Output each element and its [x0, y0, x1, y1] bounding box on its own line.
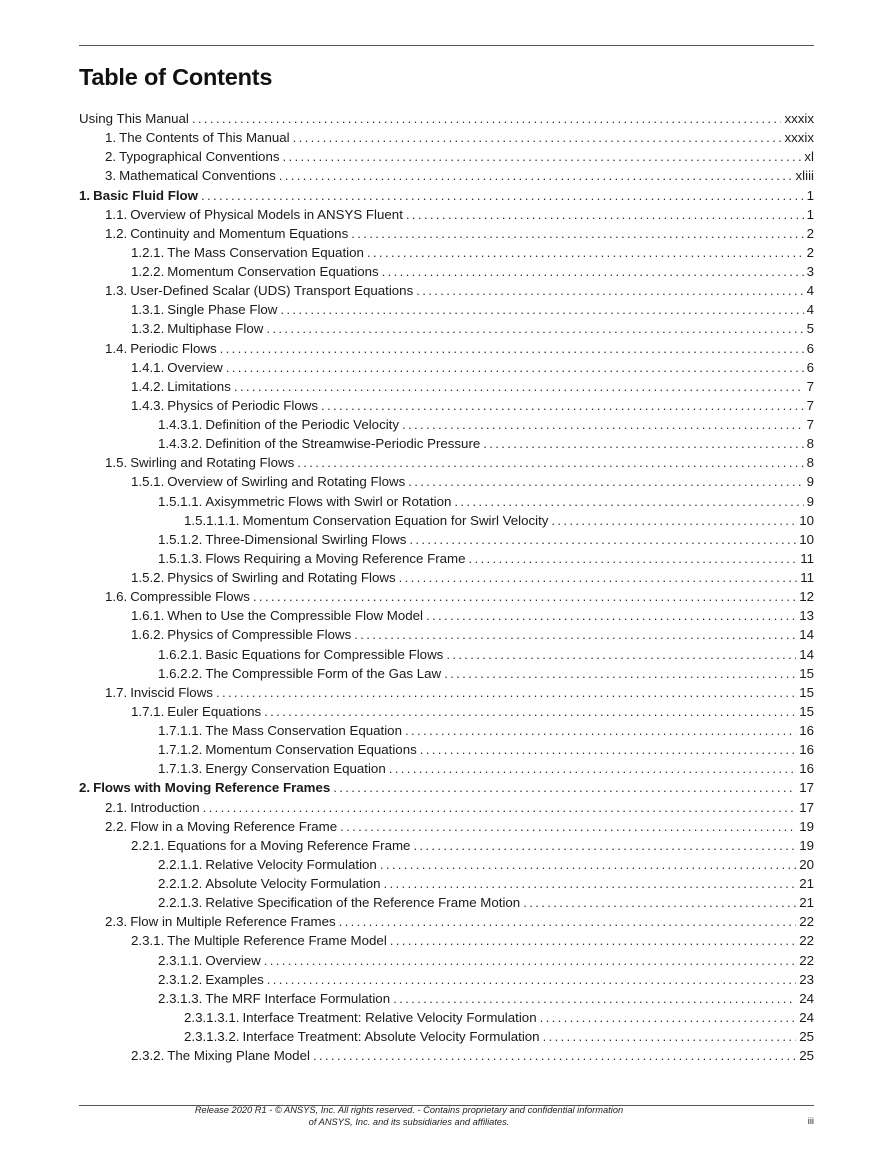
toc-entry-number: 2.2.1.3.	[158, 895, 203, 911]
toc-entry-title[interactable]: Limitations	[167, 378, 231, 394]
dot-leader	[267, 970, 796, 989]
dot-leader	[351, 224, 803, 243]
toc-entry-title[interactable]: The Mass Conservation Equation	[205, 723, 402, 738]
toc-entry[interactable]	[79, 396, 814, 415]
dot-leader	[367, 243, 804, 262]
toc-entry-page[interactable]: 16	[799, 723, 814, 738]
toc-entry-title[interactable]: Momentum Conservation Equation for Swirl Velocity	[242, 512, 549, 528]
toc-entry-page[interactable]: 3	[806, 264, 814, 279]
toc-entry-page[interactable]: 19	[799, 837, 814, 853]
dot-leader	[354, 625, 796, 644]
toc-entry[interactable]	[79, 893, 814, 912]
toc-entry-page[interactable]: 16	[799, 761, 814, 777]
toc-entry-page[interactable]: 9	[806, 474, 814, 490]
toc-entry[interactable]	[79, 645, 814, 664]
toc-entry-page[interactable]: 2	[806, 225, 814, 241]
toc-entry-number: 1.3.1.	[131, 302, 165, 318]
toc-entry-title[interactable]: Momentum Conservation Equations	[167, 264, 379, 279]
toc-entry-page[interactable]: 6	[806, 340, 814, 356]
toc-entry-title[interactable]: Introduction	[130, 799, 200, 815]
toc-entry-title[interactable]: Multiphase Flow	[167, 321, 264, 337]
toc-entry[interactable]	[79, 664, 814, 683]
toc-entry-title[interactable]: Definition of the Streamwise-Periodic Pressure	[205, 436, 481, 452]
toc-entry-number: 2.3.1.	[131, 933, 165, 949]
toc-entry-number: 1.2.1.	[131, 244, 165, 260]
toc-entry-page[interactable]: 15	[799, 703, 814, 719]
toc-entry-title[interactable]: Interface Treatment: Absolute Velocity Formulation	[242, 1029, 540, 1044]
toc-entry-title[interactable]: The Multiple Reference Frame Model	[167, 933, 387, 949]
dot-leader	[399, 568, 798, 587]
toc-entry-title[interactable]: Single Phase Flow	[167, 302, 278, 318]
dot-leader	[280, 300, 803, 319]
dot-leader	[279, 166, 793, 185]
toc-entry-title[interactable]: The Mixing Plane Model	[167, 1048, 310, 1064]
dot-leader	[382, 262, 804, 281]
dot-leader	[444, 664, 796, 683]
toc-entry-page[interactable]: 19	[799, 818, 814, 834]
toc-entry[interactable]	[79, 128, 814, 147]
toc-entry[interactable]	[79, 530, 814, 549]
toc-entry-number: 1.5.2.	[131, 570, 165, 585]
toc-entry-page[interactable]: 10	[799, 531, 814, 547]
toc-entry[interactable]	[79, 319, 814, 338]
toc-entry-number: 1.2.	[105, 225, 128, 241]
toc-entry-number: 1.4.3.2.	[158, 436, 203, 452]
toc-entry-number: 1.6.2.2.	[158, 665, 203, 681]
dot-leader	[340, 817, 796, 836]
table-of-contents	[79, 109, 814, 1065]
toc-entry-page[interactable]: 16	[799, 742, 814, 758]
toc-entry-page[interactable]: xl	[804, 149, 814, 165]
toc-entry-page[interactable]: 7	[806, 397, 814, 413]
toc-entry-title[interactable]: The Contents of This Manual	[119, 130, 290, 146]
toc-entry-number: 1.4.	[105, 340, 128, 356]
dot-leader	[469, 549, 798, 568]
toc-entry[interactable]	[79, 912, 814, 931]
dot-leader	[321, 396, 804, 415]
dot-leader	[393, 989, 796, 1008]
toc-entry[interactable]	[79, 205, 814, 224]
toc-entry-number: 1.4.3.1.	[158, 417, 203, 432]
toc-entry-title[interactable]: Using This Manual	[79, 111, 189, 126]
toc-entry-page[interactable]: 24	[799, 990, 814, 1006]
toc-entry-number: 1.5.1.1.	[158, 493, 203, 509]
toc-entry-page[interactable]: 7	[806, 417, 814, 432]
toc-entry-page[interactable]: 10	[799, 512, 814, 528]
page-number: iii	[807, 1116, 814, 1126]
toc-entry-number: 1.5.1.1.1.	[184, 512, 240, 528]
toc-entry-page[interactable]: 17	[799, 799, 814, 815]
dot-leader	[413, 836, 796, 855]
dot-leader	[420, 740, 796, 759]
dot-leader	[293, 128, 782, 147]
toc-entry[interactable]	[79, 243, 814, 262]
toc-entry[interactable]	[79, 511, 814, 530]
dot-leader	[389, 759, 796, 778]
toc-entry-title[interactable]: Physics of Periodic Flows	[167, 397, 319, 413]
toc-entry-title[interactable]: Flows Requiring a Moving Reference Frame	[205, 550, 466, 566]
toc-entry[interactable]	[79, 434, 814, 453]
dot-leader	[220, 339, 804, 358]
footer-notice	[79, 1104, 739, 1128]
toc-entry-number: 1.6.	[105, 589, 128, 605]
toc-entry-number: 3.	[105, 168, 117, 184]
toc-entry-page[interactable]: 25	[799, 1048, 814, 1064]
toc-entry-page[interactable]: 4	[806, 283, 814, 299]
toc-entry-title[interactable]: Three-Dimensional Swirling Flows	[205, 531, 407, 547]
toc-entry-title[interactable]: Physics of Compressible Flows	[167, 627, 352, 643]
toc-entry-page[interactable]: 15	[799, 684, 814, 700]
toc-entry[interactable]	[79, 587, 814, 606]
toc-entry-number: 1.7.1.2.	[158, 742, 203, 758]
dot-leader	[234, 377, 804, 396]
toc-entry[interactable]	[79, 224, 814, 243]
toc-entry[interactable]	[79, 568, 814, 587]
toc-entry-page[interactable]: 5	[806, 321, 814, 337]
toc-entry-title[interactable]: Overview	[205, 952, 261, 968]
toc-entry-title[interactable]: Absolute Velocity Formulation	[205, 876, 381, 891]
toc-entry-number: 1.6.2.1.	[158, 646, 203, 662]
toc-entry[interactable]	[79, 262, 814, 281]
toc-entry-page[interactable]: 17	[799, 780, 814, 796]
toc-entry-number: 1.3.2.	[131, 321, 165, 337]
toc-entry-page[interactable]: 1	[806, 187, 814, 203]
toc-entry-number: 2.3.1.3.	[158, 990, 203, 1006]
page-title: Table of Contents	[79, 64, 273, 90]
toc-entry-number: 1.4.1.	[131, 359, 165, 375]
toc-entry-page[interactable]: 1	[806, 206, 814, 222]
toc-entry[interactable]	[79, 186, 814, 205]
toc-entry-page[interactable]: 24	[799, 1009, 814, 1025]
toc-entry-number: 2.3.1.3.1.	[184, 1009, 240, 1025]
toc-entry-page[interactable]: 7	[806, 378, 814, 394]
toc-entry-page[interactable]: 25	[799, 1029, 814, 1044]
dot-leader	[446, 645, 796, 664]
toc-entry[interactable]	[79, 549, 814, 568]
toc-entry[interactable]	[79, 109, 814, 128]
toc-entry-title[interactable]: Basic Fluid Flow	[93, 187, 199, 203]
toc-entry[interactable]	[79, 606, 814, 625]
toc-entry-title[interactable]: Flow in Multiple Reference Frames	[130, 914, 336, 930]
toc-entry-title[interactable]: Periodic Flows	[130, 340, 217, 356]
toc-entry-title[interactable]: User-Defined Scalar (UDS) Transport Equations	[130, 283, 414, 299]
toc-entry[interactable]	[79, 874, 814, 893]
toc-entry-number: 1.7.1.1.	[158, 723, 203, 738]
toc-entry[interactable]	[79, 798, 814, 817]
toc-entry-number: 1.4.3.	[131, 397, 165, 413]
dot-leader	[543, 1027, 797, 1046]
toc-entry-page[interactable]: 2	[806, 244, 814, 260]
dot-leader	[454, 492, 803, 511]
toc-entry[interactable]	[79, 377, 814, 396]
toc-entry-title[interactable]: Continuity and Momentum Equations	[130, 225, 349, 241]
toc-entry-title[interactable]: The Mass Conservation Equation	[167, 244, 364, 260]
dot-leader	[416, 281, 803, 300]
toc-entry-number: 2.1.	[105, 799, 128, 815]
toc-entry[interactable]	[79, 855, 814, 874]
toc-entry-number: 2.2.1.	[131, 837, 165, 853]
toc-entry-page[interactable]: xxxix	[784, 130, 814, 146]
dot-leader	[402, 415, 804, 434]
toc-entry-title[interactable]: Interface Treatment: Relative Velocity Formulation	[242, 1009, 537, 1025]
toc-entry-number: 2.3.1.2.	[158, 971, 203, 987]
dot-leader	[406, 205, 804, 224]
toc-entry-title[interactable]: Energy Conservation Equation	[205, 761, 386, 777]
dot-leader	[192, 109, 782, 128]
toc-entry-page[interactable]: 8	[806, 436, 814, 452]
toc-entry-title[interactable]: Overview of Swirling and Rotating Flows	[167, 474, 406, 490]
toc-entry[interactable]	[79, 415, 814, 434]
toc-entry[interactable]	[79, 625, 814, 644]
toc-entry-title[interactable]: Flow in a Moving Reference Frame	[130, 818, 338, 834]
dot-leader	[408, 472, 803, 491]
dot-leader	[384, 874, 797, 893]
toc-entry[interactable]	[79, 1008, 814, 1027]
toc-entry-title[interactable]: Momentum Conservation Equations	[205, 742, 417, 758]
dot-leader	[333, 778, 796, 797]
toc-entry[interactable]	[79, 339, 814, 358]
toc-entry-page[interactable]: 23	[799, 971, 814, 987]
toc-entry-page[interactable]: 11	[800, 550, 814, 566]
toc-entry-title[interactable]: Relative Specification of the Reference Frame Motion	[205, 895, 521, 911]
toc-entry-number: 1.7.1.3.	[158, 761, 203, 777]
toc-entry-number: 1.7.1.	[131, 703, 165, 719]
toc-entry[interactable]	[79, 721, 814, 740]
toc-entry-number: 2.3.1.1.	[158, 952, 203, 968]
toc-entry[interactable]	[79, 300, 814, 319]
toc-entry-title[interactable]: Overview	[167, 359, 223, 375]
toc-entry[interactable]	[79, 453, 814, 472]
toc-entry-title[interactable]: Basic Equations for Compressible Flows	[205, 646, 444, 662]
toc-entry-number: 1.6.2.	[131, 627, 165, 643]
dot-leader	[483, 434, 803, 453]
dot-leader	[264, 702, 796, 721]
toc-entry[interactable]	[79, 1046, 814, 1065]
toc-entry-title[interactable]: Inviscid Flows	[130, 684, 213, 700]
dot-leader	[551, 511, 796, 530]
toc-entry-page[interactable]: 9	[806, 493, 814, 509]
toc-entry-number: 2.3.1.3.2.	[184, 1029, 240, 1044]
toc-entry-title[interactable]: Physics of Swirling and Rotating Flows	[167, 570, 396, 585]
toc-entry-number: 1.7.	[105, 684, 128, 700]
toc-entry-number: 2.2.1.2.	[158, 876, 203, 891]
toc-entry-title[interactable]: When to Use the Compressible Flow Model	[167, 608, 423, 624]
toc-entry-title[interactable]: The Compressible Form of the Gas Law	[205, 665, 442, 681]
toc-entry-title[interactable]: Relative Velocity Formulation	[205, 856, 377, 872]
toc-entry-title[interactable]: The MRF Interface Formulation	[205, 990, 391, 1006]
toc-entry-page[interactable]: 21	[799, 876, 814, 891]
toc-entry-number: 1.6.1.	[131, 608, 165, 624]
dot-leader	[264, 951, 796, 970]
toc-entry[interactable]	[79, 759, 814, 778]
toc-entry-number: 2.2.1.1.	[158, 856, 203, 872]
toc-entry-page[interactable]: 4	[806, 302, 814, 318]
toc-entry-title[interactable]: Typographical Conventions	[119, 149, 280, 165]
toc-entry-number: 2.	[105, 149, 117, 165]
toc-entry-number: 2.3.2.	[131, 1048, 165, 1064]
toc-entry-page[interactable]: 22	[799, 952, 814, 968]
dot-leader	[216, 683, 796, 702]
dot-leader	[297, 453, 803, 472]
toc-entry-number: 2.2.	[105, 818, 128, 834]
toc-entry-page[interactable]: 6	[806, 359, 814, 375]
toc-entry-title[interactable]: Examples	[205, 971, 264, 987]
toc-entry-title[interactable]: Mathematical Conventions	[119, 168, 276, 184]
toc-entry-title[interactable]: Definition of the Periodic Velocity	[205, 417, 400, 432]
toc-entry[interactable]	[79, 989, 814, 1008]
dot-leader	[426, 606, 796, 625]
toc-entry[interactable]	[79, 683, 814, 702]
dot-leader	[226, 358, 804, 377]
toc-entry-title[interactable]: Equations for a Moving Reference Frame	[167, 837, 411, 853]
dot-leader	[523, 893, 796, 912]
toc-entry[interactable]	[79, 931, 814, 950]
toc-entry-number: 1.5.	[105, 455, 128, 471]
toc-entry[interactable]	[79, 358, 814, 377]
toc-entry-number: 1.2.2.	[131, 264, 165, 279]
toc-entry-page[interactable]: 11	[800, 570, 814, 585]
toc-entry[interactable]	[79, 147, 814, 166]
toc-entry-page[interactable]: 22	[799, 933, 814, 949]
toc-entry[interactable]	[79, 281, 814, 300]
dot-leader	[203, 798, 797, 817]
dot-leader	[283, 147, 802, 166]
toc-entry-number: 1.4.2.	[131, 378, 165, 394]
dot-leader	[313, 1046, 796, 1065]
toc-entry-page[interactable]: 12	[799, 589, 814, 605]
toc-entry[interactable]	[79, 740, 814, 759]
toc-entry-title[interactable]: Axisymmetric Flows with Swirl or Rotation	[205, 493, 452, 509]
dot-leader	[380, 855, 796, 874]
toc-entry-number: 1.1.	[105, 206, 128, 222]
toc-entry[interactable]	[79, 472, 814, 491]
toc-entry[interactable]	[79, 817, 814, 836]
toc-entry-page[interactable]: 20	[799, 856, 814, 872]
toc-entry-title[interactable]: Swirling and Rotating Flows	[130, 455, 295, 471]
toc-entry-page[interactable]: 14	[799, 646, 814, 662]
toc-entry-page[interactable]: 14	[799, 627, 814, 643]
toc-entry-number: 1.5.1.2.	[158, 531, 203, 547]
toc-entry[interactable]	[79, 970, 814, 989]
toc-entry[interactable]	[79, 492, 814, 511]
toc-entry-title[interactable]: Compressible Flows	[130, 589, 250, 605]
footer-line-affiliates: of ANSYS, Inc. and its subsidiaries and affiliates.	[308, 1117, 510, 1127]
toc-entry-page[interactable]: 15	[799, 665, 814, 681]
toc-entry-title[interactable]: Flows with Moving Reference Frames	[93, 780, 331, 796]
toc-entry[interactable]	[79, 166, 814, 185]
dot-leader	[339, 912, 797, 931]
toc-entry-page[interactable]: 8	[806, 455, 814, 471]
dot-leader	[409, 530, 796, 549]
toc-entry[interactable]	[79, 836, 814, 855]
dot-leader	[405, 721, 796, 740]
dot-leader	[201, 186, 804, 205]
toc-entry-number: 1.	[79, 187, 91, 203]
toc-entry-title[interactable]: Overview of Physical Models in ANSYS Fluent	[130, 206, 403, 222]
toc-entry-page[interactable]: xliii	[795, 168, 814, 184]
toc-entry-number: 1.5.1.	[131, 474, 165, 490]
toc-entry-page[interactable]: 13	[799, 608, 814, 624]
toc-entry-title[interactable]: Euler Equations	[167, 703, 262, 719]
dot-leader	[390, 931, 796, 950]
dot-leader	[540, 1008, 797, 1027]
toc-entry[interactable]	[79, 951, 814, 970]
footer-line-copyright: Release 2020 R1 - © ANSYS, Inc. All rights reserved. - Contains proprietary and confidential information	[194, 1105, 624, 1115]
toc-entry-page[interactable]: xxxix	[784, 111, 814, 126]
header-rule	[79, 45, 814, 46]
dot-leader	[266, 319, 803, 338]
toc-entry[interactable]	[79, 702, 814, 721]
toc-entry-number: 1.	[105, 130, 117, 146]
toc-entry-number: 2.3.	[105, 914, 128, 930]
toc-entry-number: 1.3.	[105, 283, 128, 299]
toc-entry-page[interactable]: 22	[799, 914, 814, 930]
dot-leader	[253, 587, 796, 606]
toc-entry[interactable]	[79, 1027, 814, 1046]
toc-entry-page[interactable]: 21	[799, 895, 814, 911]
toc-entry[interactable]	[79, 778, 814, 797]
toc-entry-number: 2.	[79, 780, 91, 796]
toc-entry-number: 1.5.1.3.	[158, 550, 203, 566]
